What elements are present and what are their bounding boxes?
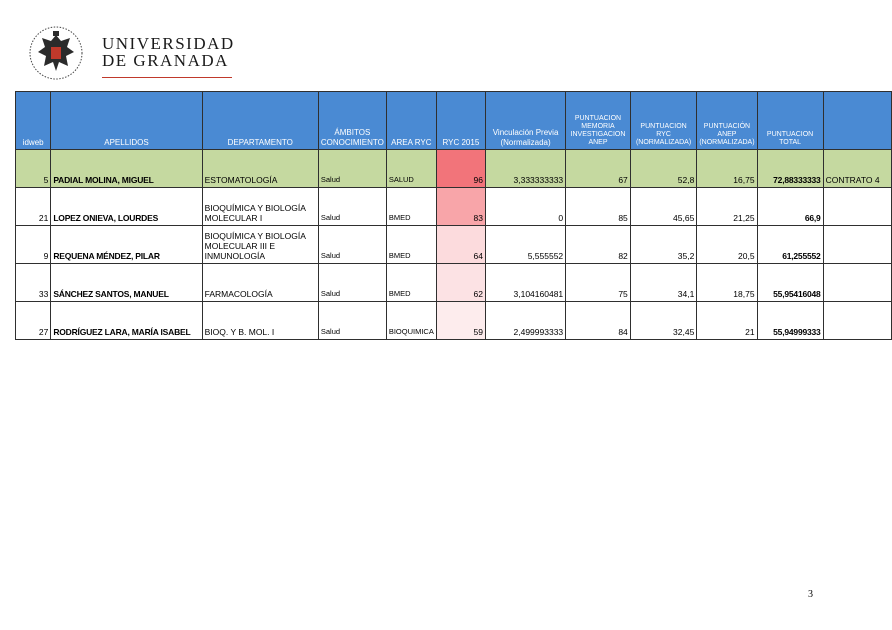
cell-anep-norm: 18,75: [697, 264, 757, 302]
cell-vinculacion: 3,104160481: [485, 264, 565, 302]
cell-ryc: 62: [436, 264, 485, 302]
logo-rule: [102, 77, 232, 78]
cell-idweb: 5: [16, 150, 51, 188]
col-header: [823, 92, 891, 150]
cell-idweb: 27: [16, 302, 51, 340]
cell-ryc-norm: 34,1: [630, 264, 697, 302]
university-name-line1: UNIVERSIDAD: [102, 34, 235, 53]
cell-area: BMED: [386, 188, 436, 226]
table-row: [16, 226, 892, 264]
cell-ambito: Salud: [318, 226, 386, 264]
cell-apellidos: LOPEZ ONIEVA, LOURDES: [51, 188, 202, 226]
cell-nota: [823, 302, 891, 340]
cell-departamento: BIOQUÍMICA Y BIOLOGÍA MOLECULAR I: [202, 188, 318, 226]
cell-ambito: Salud: [318, 150, 386, 188]
cell-vinculacion: 3,333333333: [485, 150, 565, 188]
cell-area: BIOQUIMICA: [386, 302, 436, 340]
table-row: [16, 302, 892, 340]
cell-total: 66,9: [757, 188, 823, 226]
table-row: [16, 150, 892, 188]
cell-memoria: 85: [566, 188, 631, 226]
university-name-line2: DE GRANADA: [102, 51, 229, 70]
cell-departamento: ESTOMATOLOGÍA: [202, 150, 318, 188]
cell-area: BMED: [386, 264, 436, 302]
col-header: DEPARTAMENTO: [202, 92, 318, 150]
cell-vinculacion: 2,499993333: [485, 302, 565, 340]
cell-idweb: 33: [16, 264, 51, 302]
cell-ryc: 59: [436, 302, 485, 340]
col-header: PUNTUACION MEMORIA INVESTIGACION ANEP: [566, 92, 631, 150]
header-row: [16, 92, 892, 150]
cell-ryc: 83: [436, 188, 485, 226]
col-header: AREA RYC: [386, 92, 436, 150]
cell-idweb: 21: [16, 188, 51, 226]
cell-area: BMED: [386, 226, 436, 264]
cell-anep-norm: 21,25: [697, 188, 757, 226]
cell-nota: [823, 188, 891, 226]
cell-area: SALUD: [386, 150, 436, 188]
cell-anep-norm: 21: [697, 302, 757, 340]
cell-total: 61,255552: [757, 226, 823, 264]
col-header: PUNTUACION RYC (NORMALIZADA): [630, 92, 697, 150]
cell-ambito: Salud: [318, 264, 386, 302]
cell-departamento: BIOQ. Y B. MOL. I: [202, 302, 318, 340]
cell-memoria: 84: [566, 302, 631, 340]
cell-memoria: 67: [566, 150, 631, 188]
col-header: idweb: [16, 92, 51, 150]
cell-ryc: 64: [436, 226, 485, 264]
col-header: RYC 2015: [436, 92, 485, 150]
cell-idweb: 9: [16, 226, 51, 264]
cell-apellidos: SÁNCHEZ SANTOS, MANUEL: [51, 264, 202, 302]
university-crest-icon: [28, 25, 84, 81]
cell-nota: [823, 226, 891, 264]
col-header: PUNTUACION TOTAL: [757, 92, 823, 150]
cell-vinculacion: 5,555552: [485, 226, 565, 264]
cell-ryc-norm: 45,65: [630, 188, 697, 226]
col-header: ÁMBITOS CONOCIMIENTO: [318, 92, 386, 150]
cell-total: 55,94999333: [757, 302, 823, 340]
results-table: [15, 91, 892, 340]
cell-ryc-norm: 35,2: [630, 226, 697, 264]
cell-anep-norm: 16,75: [697, 150, 757, 188]
cell-apellidos: REQUENA MÉNDEZ, PILAR: [51, 226, 202, 264]
cell-total: 55,95416048: [757, 264, 823, 302]
university-logo: [28, 25, 238, 81]
col-header: APELLIDOS: [51, 92, 202, 150]
cell-nota: CONTRATO 4: [823, 150, 891, 188]
cell-ambito: Salud: [318, 188, 386, 226]
cell-memoria: 75: [566, 264, 631, 302]
cell-memoria: 82: [566, 226, 631, 264]
cell-departamento: BIOQUÍMICA Y BIOLOGÍA MOLECULAR III E INMUNOLOGÍA: [202, 226, 318, 264]
page-number: 3: [808, 589, 813, 600]
cell-departamento: FARMACOLOGÍA: [202, 264, 318, 302]
cell-total: 72,88333333: [757, 150, 823, 188]
cell-anep-norm: 20,5: [697, 226, 757, 264]
table-row: [16, 264, 892, 302]
cell-apellidos: RODRÍGUEZ LARA, MARÍA ISABEL: [51, 302, 202, 340]
cell-apellidos: PADIAL MOLINA, MIGUEL: [51, 150, 202, 188]
cell-ambito: Salud: [318, 302, 386, 340]
cell-ryc-norm: 52,8: [630, 150, 697, 188]
col-header: PUNTUACIÓN ANEP (NORMALIZADA): [697, 92, 757, 150]
col-header: Vinculación Previa (Normalizada): [485, 92, 565, 150]
table-row: [16, 188, 892, 226]
cell-vinculacion: 0: [485, 188, 565, 226]
cell-ryc-norm: 32,45: [630, 302, 697, 340]
table-body: [16, 150, 892, 340]
cell-nota: [823, 264, 891, 302]
cell-ryc: 96: [436, 150, 485, 188]
